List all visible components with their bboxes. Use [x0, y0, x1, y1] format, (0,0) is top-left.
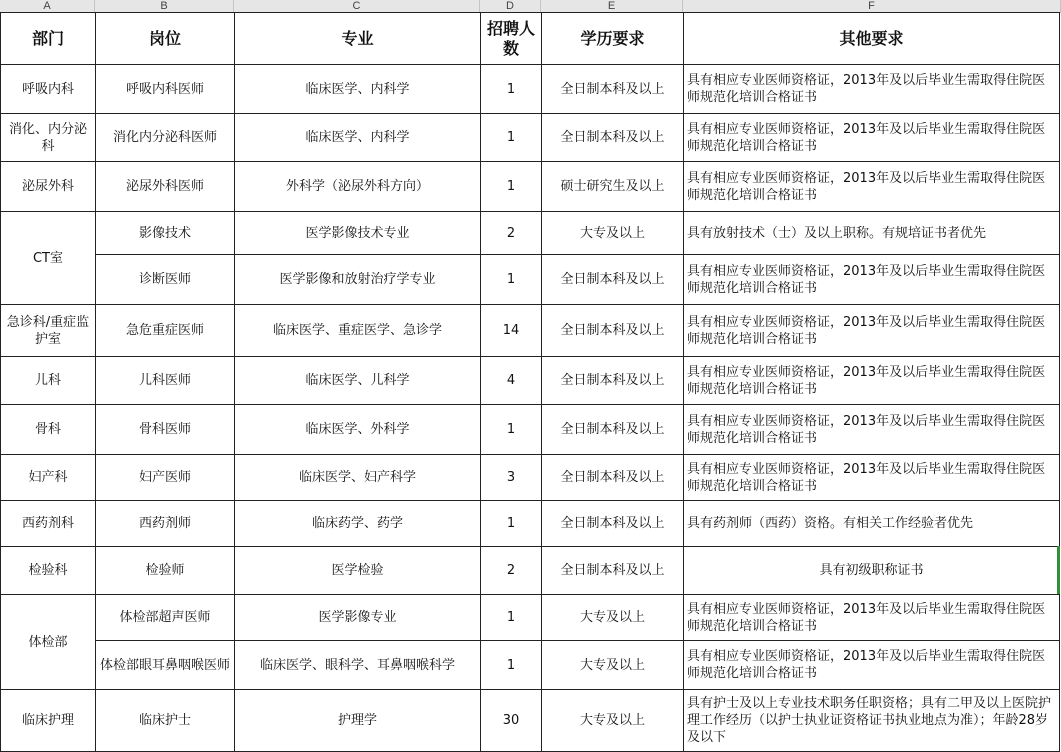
table-row: [1, 501, 1060, 547]
cell-education[interactable]: 大专及以上: [542, 212, 684, 255]
cell-major[interactable]: 临床医学、儿科学: [235, 357, 481, 405]
table-row: [1, 357, 1060, 405]
cell-major[interactable]: 医学影像技术专业: [235, 212, 481, 255]
cell-count[interactable]: 1: [481, 162, 542, 212]
cell-position[interactable]: 骨科医师: [96, 405, 235, 455]
table-row: [1, 455, 1060, 501]
cell-position[interactable]: 消化内分泌科医师: [96, 114, 235, 162]
header-dept[interactable]: 部门: [1, 13, 96, 65]
table-row: [1, 162, 1060, 212]
cell-education[interactable]: 全日制本科及以上: [542, 255, 684, 305]
cell-position[interactable]: 呼吸内科医师: [96, 65, 235, 114]
cell-position[interactable]: 西药剂师: [96, 501, 235, 547]
table-row: [1, 305, 1060, 357]
cell-other[interactable]: 具有相应专业医师资格证，2013年及以后毕业生需取得住院医师规范化培训合格证书: [684, 114, 1060, 162]
cell-major[interactable]: 护理学: [235, 690, 481, 752]
cell-other[interactable]: 具有相应专业医师资格证，2013年及以后毕业生需取得住院医师规范化培训合格证书: [684, 162, 1060, 212]
cell-education[interactable]: 全日制本科及以上: [542, 501, 684, 547]
table-row: [1, 255, 1060, 305]
cell-dept[interactable]: 检验科: [1, 547, 96, 595]
cell-education[interactable]: 全日制本科及以上: [542, 405, 684, 455]
cell-count[interactable]: 2: [481, 212, 542, 255]
cell-other[interactable]: 具有放射技术（士）及以上职称。有规培证书者优先: [684, 212, 1060, 255]
cell-position[interactable]: 儿科医师: [96, 357, 235, 405]
cell-position[interactable]: 妇产医师: [96, 455, 235, 501]
cell-dept[interactable]: 临床护理: [1, 690, 96, 752]
cell-other[interactable]: 具有相应专业医师资格证，2013年及以后毕业生需取得住院医师规范化培训合格证书: [684, 595, 1060, 641]
cell-other[interactable]: 具有相应专业医师资格证，2013年及以后毕业生需取得住院医师规范化培训合格证书: [684, 641, 1060, 690]
cell-position[interactable]: 急危重症医师: [96, 305, 235, 357]
cell-position[interactable]: 体检部超声医师: [96, 595, 235, 641]
cell-education[interactable]: 大专及以上: [542, 690, 684, 752]
table-row: [1, 547, 1060, 595]
cell-dept[interactable]: CT室: [1, 212, 96, 305]
cell-other[interactable]: 具有相应专业医师资格证，2013年及以后毕业生需取得住院医师规范化培训合格证书: [684, 255, 1060, 305]
cell-count[interactable]: 1: [481, 641, 542, 690]
cell-education[interactable]: 大专及以上: [542, 595, 684, 641]
cell-education[interactable]: 全日制本科及以上: [542, 357, 684, 405]
cell-major[interactable]: 临床医学、外科学: [235, 405, 481, 455]
table-row: [1, 65, 1060, 114]
cell-dept[interactable]: 西药剂科: [1, 501, 96, 547]
header-count[interactable]: 招聘人数: [481, 13, 542, 65]
cell-position[interactable]: 体检部眼耳鼻咽喉医师: [96, 641, 235, 690]
cell-count[interactable]: 1: [481, 595, 542, 641]
cell-education[interactable]: 全日制本科及以上: [542, 305, 684, 357]
column-letter-d[interactable]: D: [480, 0, 541, 12]
column-letter-b[interactable]: B: [95, 0, 234, 12]
cell-dept[interactable]: 骨科: [1, 405, 96, 455]
cell-dept[interactable]: 急诊科/重症监护室: [1, 305, 96, 357]
cell-major[interactable]: 外科学（泌尿外科方向）: [235, 162, 481, 212]
header-row: [1, 13, 1060, 65]
cell-education[interactable]: 硕士研究生及以上: [542, 162, 684, 212]
cell-count[interactable]: 1: [481, 405, 542, 455]
column-letter-c[interactable]: C: [234, 0, 480, 12]
cell-other[interactable]: 具有相应专业医师资格证，2013年及以后毕业生需取得住院医师规范化培训合格证书: [684, 357, 1060, 405]
cell-count[interactable]: 2: [481, 547, 542, 595]
table-row: [1, 114, 1060, 162]
cell-dept[interactable]: 妇产科: [1, 455, 96, 501]
cell-major[interactable]: 临床医学、重症医学、急诊学: [235, 305, 481, 357]
cell-count[interactable]: 1: [481, 501, 542, 547]
cell-count[interactable]: 1: [481, 114, 542, 162]
cell-major[interactable]: 临床医学、内科学: [235, 65, 481, 114]
table-row: [1, 690, 1060, 752]
header-major[interactable]: 专业: [235, 13, 481, 65]
cell-position[interactable]: 临床护士: [96, 690, 235, 752]
cell-other[interactable]: 具有初级职称证书: [684, 547, 1060, 595]
header-education[interactable]: 学历要求: [542, 13, 684, 65]
cell-position[interactable]: 影像技术: [96, 212, 235, 255]
cell-major[interactable]: 医学影像专业: [235, 595, 481, 641]
cell-education[interactable]: 全日制本科及以上: [542, 65, 684, 114]
table-row: [1, 212, 1060, 255]
cell-major[interactable]: 临床医学、眼科学、耳鼻咽喉科学: [235, 641, 481, 690]
cell-other[interactable]: 具有相应专业医师资格证，2013年及以后毕业生需取得住院医师规范化培训合格证书: [684, 65, 1060, 114]
header-other[interactable]: 其他要求: [684, 13, 1060, 65]
cell-count[interactable]: 30: [481, 690, 542, 752]
cell-dept[interactable]: 消化、内分泌科: [1, 114, 96, 162]
cell-count[interactable]: 1: [481, 65, 542, 114]
table-row: [1, 595, 1060, 641]
cell-major[interactable]: 医学影像和放射治疗学专业: [235, 255, 481, 305]
column-letter-a[interactable]: A: [0, 0, 95, 12]
header-position[interactable]: 岗位: [96, 13, 235, 65]
cell-education[interactable]: 全日制本科及以上: [542, 114, 684, 162]
cell-count[interactable]: 4: [481, 357, 542, 405]
cell-major[interactable]: 临床医学、内科学: [235, 114, 481, 162]
cell-other[interactable]: 具有药剂师（西药）资格。有相关工作经验者优先: [684, 501, 1060, 547]
recruitment-table: [0, 12, 1060, 752]
cell-position[interactable]: 检验师: [96, 547, 235, 595]
cell-count[interactable]: 3: [481, 455, 542, 501]
cell-education[interactable]: 全日制本科及以上: [542, 547, 684, 595]
cell-major[interactable]: 临床医学、妇产科学: [235, 455, 481, 501]
cell-count[interactable]: 14: [481, 305, 542, 357]
cell-count[interactable]: 1: [481, 255, 542, 305]
cell-position[interactable]: 诊断医师: [96, 255, 235, 305]
cell-dept[interactable]: 呼吸内科: [1, 65, 96, 114]
cell-position[interactable]: 泌尿外科医师: [96, 162, 235, 212]
cell-dept[interactable]: 体检部: [1, 595, 96, 690]
table-row: [1, 405, 1060, 455]
table-row: [1, 641, 1060, 690]
column-letter-f[interactable]: F: [683, 0, 1061, 12]
cell-other[interactable]: 具有相应专业医师资格证，2013年及以后毕业生需取得住院医师规范化培训合格证书: [684, 405, 1060, 455]
active-cell-indicator: [1057, 546, 1060, 594]
cell-dept[interactable]: 泌尿外科: [1, 162, 96, 212]
cell-education[interactable]: 全日制本科及以上: [542, 455, 684, 501]
cell-other[interactable]: 具有护士及以上专业技术职务任职资格；具有二甲及以上医院护理工作经历（以护士执业证资格证书执业地点为准）；年龄28岁及以下: [684, 690, 1060, 752]
cell-other[interactable]: 具有相应专业医师资格证，2013年及以后毕业生需取得住院医师规范化培训合格证书: [684, 305, 1060, 357]
column-letter-e[interactable]: E: [541, 0, 683, 12]
cell-other[interactable]: 具有相应专业医师资格证，2013年及以后毕业生需取得住院医师规范化培训合格证书: [684, 455, 1060, 501]
cell-major[interactable]: 临床药学、药学: [235, 501, 481, 547]
cell-dept[interactable]: 儿科: [1, 357, 96, 405]
cell-education[interactable]: 大专及以上: [542, 641, 684, 690]
cell-major[interactable]: 医学检验: [235, 547, 481, 595]
